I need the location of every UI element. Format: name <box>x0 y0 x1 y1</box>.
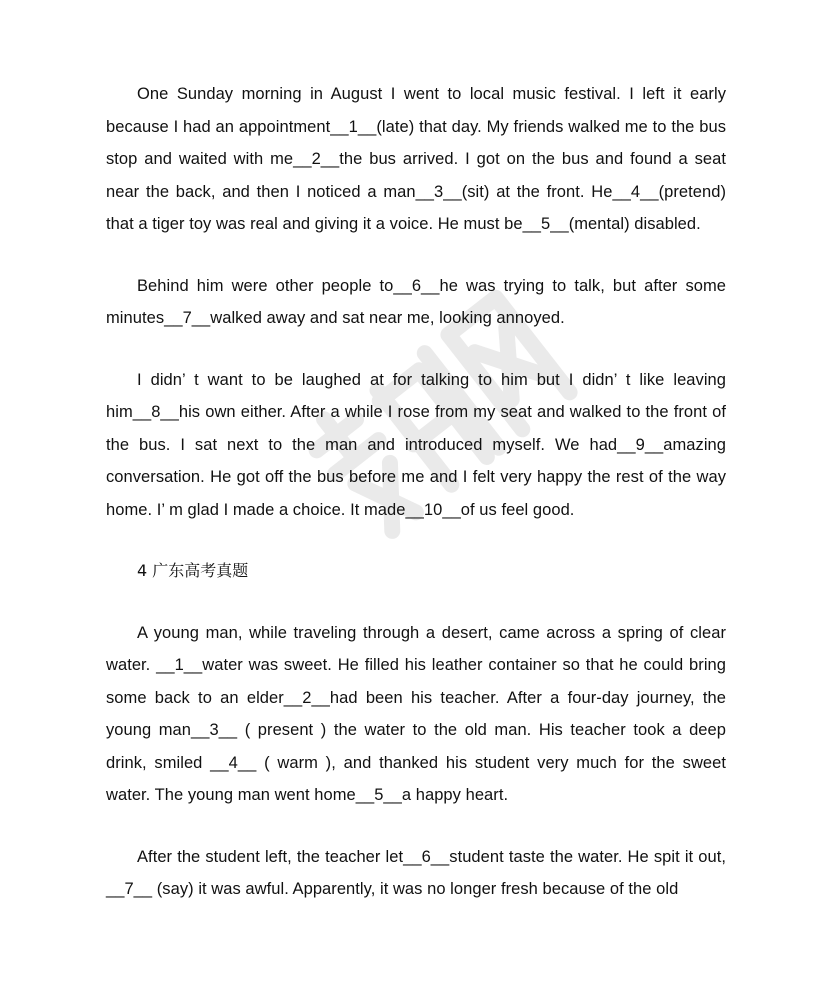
paragraph-1: One Sunday morning in August I went to local music festival. I left it early because I had an appointment__1__(late) that day. My friends walked me to the bus stop and waited with me__2__the bus arrived. I got on the bus and found a seat near the back, and then I noticed a man__3__(sit) at the front. He__4__(pretend) that a tiger toy was real and giving it a voice. He must be__5__(mental) disabled. <box>106 85 726 233</box>
paragraph-5: After the student left, the teacher let__6__student taste the water. He spit it out, __7__ (say) it was awful. Apparently, it was no longer fresh because of the old <box>106 847 726 898</box>
paragraph-spacer <box>106 241 726 270</box>
document-body <box>106 78 726 906</box>
paragraph-4: A young man, while traveling through a desert, came across a spring of clear water. __1__water was sweet. He filled his leather container so that he could bring some back to an elder__2__had been his teacher. After a four-day journey, the young man__3__ ( present ) the water to the old man. His teacher took a deep drink, smiled __4__ ( warm ), and thanked his student very much for the sweet water. The young man went home__5__a happy heart. <box>106 623 726 804</box>
paragraph-spacer <box>106 335 726 364</box>
paragraph-spacer <box>106 812 726 841</box>
paragraph-3: I didn’ t want to be laughed at for talking to him but I didn’ t like leaving him__8__his own either. After a while I rose from my seat and walked to the front of the bus. I sat next to the man and introduced myself. We had__9__amazing conversation. He got off the bus before me and I felt very happy the rest of the way home. I’ m glad I made a choice. It made__10__of us feel good. <box>106 370 726 519</box>
paragraph-spacer <box>106 588 726 617</box>
paragraph-2: Behind him were other people to__6__he was trying to talk, but after some minutes__7__walked away and sat near me, looking annoyed. <box>106 276 726 327</box>
section-heading: 4 广东高考真题 <box>137 561 249 580</box>
paragraph-spacer <box>106 526 726 555</box>
